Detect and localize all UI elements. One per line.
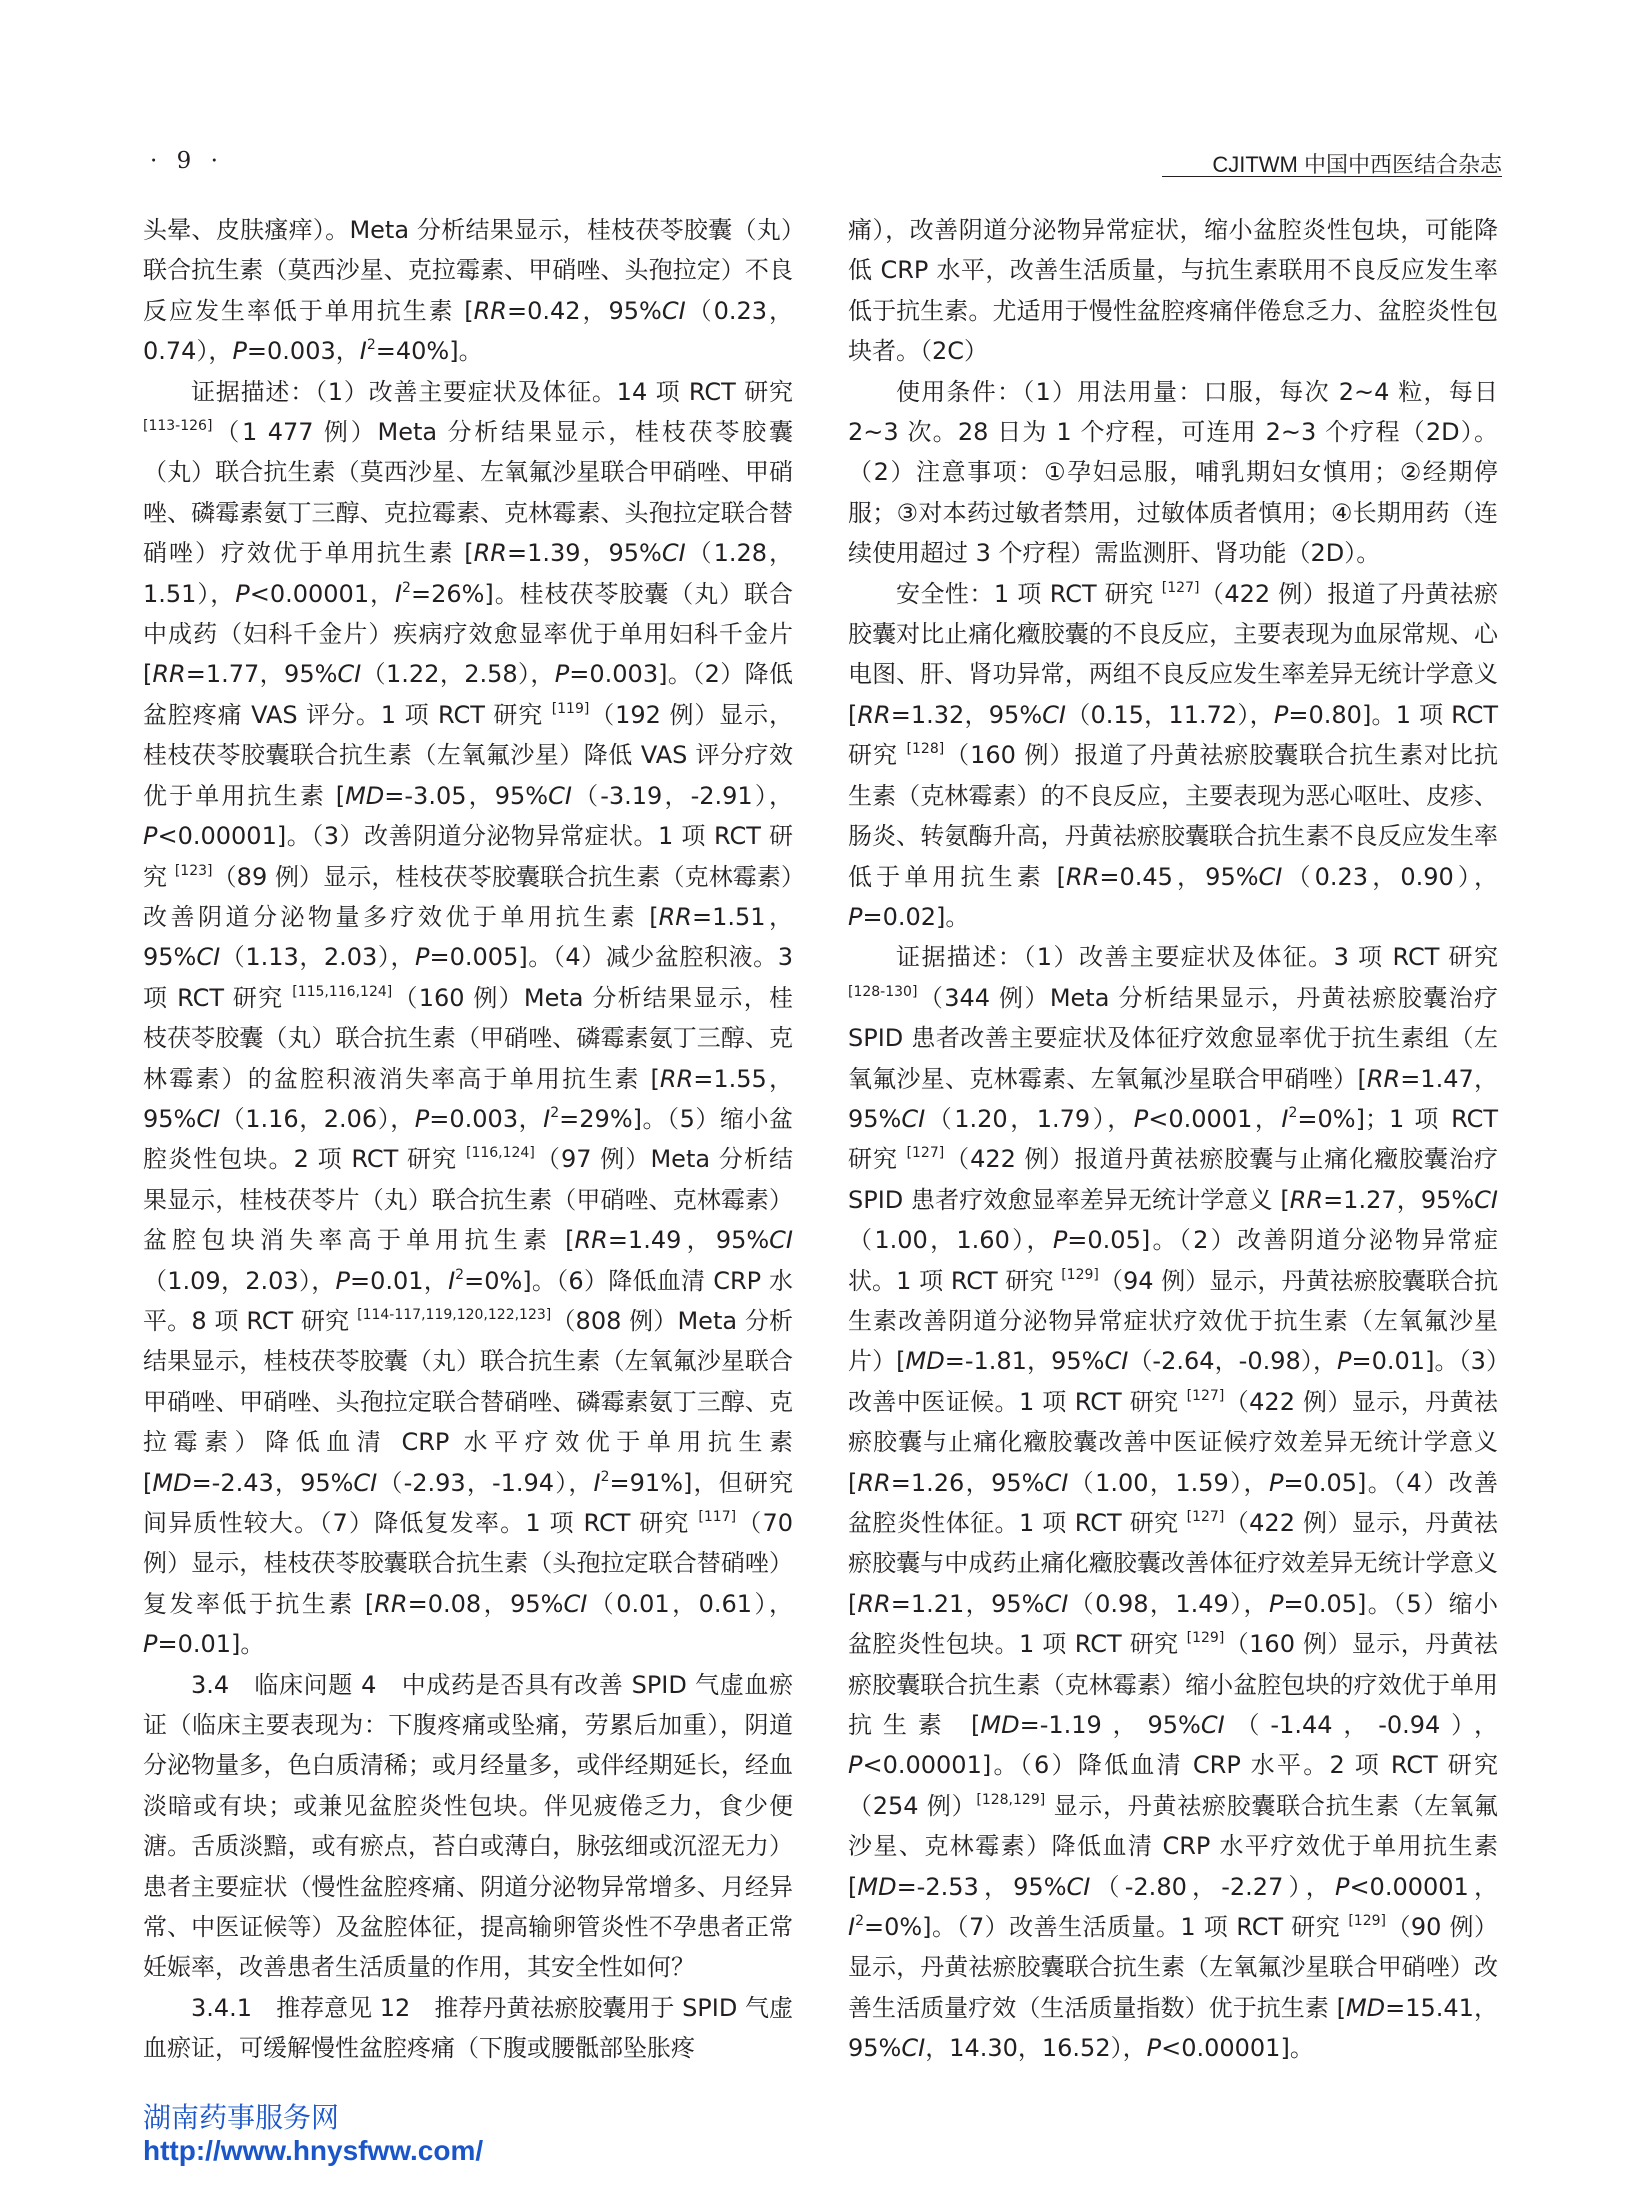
text-run: 使用条件：（1）用法用量：口服，每次 2~4 粒，每日 2~3 次。28 日为 1 个疗程，可连用 2~3 个疗程（2D）。（2）注意事项：①孕妇忌服，哺乳期妇女慎用；②经期停服；③对本药过敏者禁用，过敏体质者慎用；④长期用药（连续使用超过 3 个疗程）需监测肝、肾功能（2D）。 [848,377,1498,568]
paragraph [848,937,1498,2068]
text-run: 安全性：1 项 RCT 研究 [896,579,1162,608]
text-run: =0.45，95% [1099,862,1259,891]
text-run: =1.32，95% [890,700,1043,729]
text-run: =0.02]。 [862,902,970,931]
superscript: [117] [698,1509,737,1525]
text-run: （0.23，0.90）， [1282,862,1499,891]
paragraph [143,210,793,372]
italic-symbol: P [1268,1468,1284,1497]
italic-symbol: P [143,822,158,851]
italic-symbol: RR [374,1589,408,1618]
text-run: （160 例）显示，丹黄祛瘀胶囊联合抗生素（克林霉素）缩小盆腔包块的疗效优于单用抗生素 [ [848,1630,1499,1740]
italic-symbol: P [414,1104,430,1133]
italic-symbol: RR [659,1064,694,1093]
text-run: 证据描述：（1）改善主要症状及体征。14 项 RCT 研究 [191,377,793,406]
superscript: [127] [1186,1509,1225,1525]
text-run: =0.42，95% [506,296,662,325]
italic-symbol: P [1133,1104,1149,1133]
text-run: =0.003， [246,337,360,366]
superscript: 2 [1288,1104,1298,1121]
italic-symbol: I [448,1266,456,1295]
italic-symbol: CI [901,1104,926,1133]
text-run: （89 例）显示，桂枝茯苓胶囊联合抗生素（克林霉素）改善阴道分泌物量多疗效优于单用抗生素 [ [143,862,793,931]
italic-symbol: I [394,579,403,608]
text-run: （1.00，1.59）， [1068,1468,1269,1497]
italic-symbol: P [1052,1226,1068,1255]
text-run: =1.26，95% [890,1468,1045,1497]
text-run: 头晕、皮肤瘙痒）。Meta 分析结果显示，桂枝茯苓胶囊（丸）联合抗生素（莫西沙星、克拉霉素、甲硝唑、头孢拉定）不良反应发生率低于单用抗生素 [ [143,216,793,325]
left-text-column [143,210,793,2069]
text-run: =1.49，95% [607,1226,770,1255]
text-run: （97 例）Meta 分析结果显示，桂枝茯苓片（丸）联合抗生素（甲硝唑、克林霉素）盆腔包块消失率高于单用抗生素 [ [143,1145,793,1255]
italic-symbol: RR [152,660,186,689]
italic-symbol: RR [473,296,507,325]
text-run: =1.39，95% [506,539,662,568]
text-run: （70 例）显示，桂枝茯苓胶囊联合抗生素（头孢拉定联合替硝唑）复发率低于抗生素 [ [143,1509,794,1618]
text-run: （-2.80，-2.27）， [1090,1872,1335,1901]
text-run: =0%]；1 项 RCT 研究 [848,1104,1498,1174]
text-run: （1.00，1.60）， [848,1226,1053,1255]
italic-symbol: CI [661,539,686,568]
text-run: （-2.64，-0.98）， [1128,1347,1338,1376]
text-run: （1.16，2.06）， [220,1104,415,1133]
italic-symbol: I [848,1913,856,1942]
italic-symbol: RR [1289,1185,1324,1214]
text-run: （422 例）显示，丹黄祛瘀胶囊与中成药止痛化癥胶囊改善体征疗效差异无统计学意义 [ [848,1509,1499,1618]
text-run: =0%]。（6）降低血清 CRP 水平。8 项 RCT 研究 [143,1266,794,1335]
text-run: （1 477 例）Meta 分析结果显示，桂枝茯苓胶囊（丸）联合抗生素（莫西沙星、左氧氟沙星联合甲硝唑、甲硝唑、磷霉素氨丁三醇、克拉霉素、克林霉素、头孢拉定联合替硝唑）疗效优于单用抗生素 [ [143,418,793,568]
text-run: =0.08，95% [407,1589,564,1618]
text-run: 3.4.1 推荐意见 12 推荐丹黄祛瘀胶囊用于 SPID 气虚血瘀证，可缓解慢性盆腔疼痛（下腹或腰骶部坠胀疼 [143,1993,793,2063]
text-run: =0.80]。1 项 RCT 研究 [848,700,1498,770]
italic-symbol: MD [905,1347,945,1376]
italic-symbol: MD [980,1711,1020,1740]
italic-symbol: CI [1044,1468,1069,1497]
superscript: [119] [551,700,590,717]
italic-symbol: CI [196,943,221,972]
italic-symbol: RR [857,700,891,729]
text-run: <0.00001， [1349,1872,1498,1901]
superscript: [129] [1061,1266,1099,1283]
superscript: 2 [550,1104,560,1121]
italic-symbol: CI [1066,1872,1091,1901]
text-run: =40%]。 [375,337,483,366]
text-run: =0.003， [429,1104,544,1133]
italic-symbol: MD [1345,1993,1386,2022]
text-run: （-2.93，-1.94）， [377,1468,594,1497]
italic-symbol: RR [658,902,692,931]
italic-symbol: P [335,1266,350,1295]
italic-symbol: I [593,1468,601,1497]
text-run: （160 例）报道了丹黄祛瘀胶囊联合抗生素对比抗生素（克林霉素）的不良反应，主要表现为恶心呕吐、皮疹、肠炎、转氨酶升高，丹黄祛瘀胶囊联合抗生素不良反应发生率低于单用抗生素 [ [848,741,1498,891]
superscript: 2 [600,1468,610,1485]
italic-symbol: CI [1104,1347,1129,1376]
superscript: 2 [855,1913,864,1930]
superscript: [129] [1348,1913,1386,1930]
text-run: =-1.81，95% [944,1347,1105,1376]
superscript: [128] [906,741,945,758]
text-run: （808 例）Meta 分析结果显示，桂枝茯苓胶囊（丸）联合抗生素（左氧氟沙星联合甲硝唑、甲硝唑、头孢拉定联合替硝唑、磷霉素氨丁三醇、克拉霉素）降低血清 CRP 水平疗效优于单用抗生素 [ [143,1306,794,1497]
text-run: 痛），改善阴道分泌物异常症状，缩小盆腔炎性包块，可能降低 CRP 水平，改善生活质量，与抗生素联用不良反应发生率低于抗生素。尤适用于慢性盆腔疼痛伴倦怠乏力、盆腔炎性包块者。（2C） [848,216,1498,366]
italic-symbol: RR [1066,862,1100,891]
text-run: 显示，丹黄祛瘀胶囊联合抗生素（左氧氟沙星、克林霉素）降低血清 CRP 水平疗效优于单用抗生素 [ [848,1791,1498,1901]
superscript: 2 [402,579,411,596]
italic-symbol: P [848,1751,863,1780]
text-run: =0.05]。（4）改善盆腔炎性体征。1 项 RCT 研究 [848,1468,1499,1537]
superscript: 2 [366,337,376,354]
text-run: 证据描述：（1）改善主要症状及体征。3 项 RCT 研究 [896,943,1498,972]
superscript: [113-126] [143,418,213,435]
superscript: [129] [1186,1630,1225,1647]
paragraph [143,1988,793,2069]
text-run: =1.55，95% [143,1064,793,1133]
text-run: <0.00001]。（3）改善阴道分泌物异常症状。1 项 RCT 研究 [143,822,793,891]
superscript: [127] [1161,579,1200,596]
text-run: =-2.43，95% [191,1468,354,1497]
text-run: （94 例）显示，丹黄祛瘀胶囊联合抗生素改善阴道分泌物异常症状疗效优于抗生素（左氧氟沙星片）[ [848,1266,1498,1376]
italic-symbol: CI [353,1468,378,1497]
text-run: =0.01]。 [157,1630,265,1659]
superscript: 2 [455,1266,465,1283]
italic-symbol: RR [473,539,507,568]
paragraph [848,210,1498,372]
text-run: =26%]。桂枝茯苓胶囊（丸）联合中成药（妇科千金片）疾病疗效愈显率优于单用妇科千金片 [ [143,579,794,689]
watermark-site-name: 湖南药事服务网 [143,2101,340,2134]
superscript: [114-117,119,120,122,123] [357,1306,552,1323]
superscript: [127] [906,1145,945,1162]
superscript: [116,124] [465,1145,535,1162]
italic-symbol: MD [152,1468,192,1497]
text-run: ，14.30，16.52）， [925,2034,1147,2063]
italic-symbol: CI [769,1226,794,1255]
italic-symbol: CI [1200,1711,1225,1740]
text-run: 3.4 临床问题 4 中成药是否具有改善 SPID 气虚血瘀证（临床主要表现为：下腹疼痛或坠痛，劳累后加重），阴道分泌物量多，色白质清稀；或月经量多，或伴经期延长，经血淡暗或有块；或兼见盆腔炎性包块。伴见疲倦乏力，食少便溏。舌质淡黯，或有瘀点，苔白或薄白，脉弦细或沉涩无力）患者主要症状（慢性盆腔疼痛、阴道分泌物异常增多、月经异常、中医证候等）及盆腔体征，提高输卵管炎性不孕患者正常妊娠率，改善患者生活质量的作用，其安全性如何？ [143,1670,793,1982]
text-run: =15.41，95% [848,1993,1498,2063]
text-run: =0.05]。（2）改善阴道分泌物异常症状。1 项 RCT 研究 [848,1226,1498,1295]
italic-symbol: I [1281,1104,1289,1133]
italic-symbol: P [1337,1347,1352,1376]
italic-symbol: I [359,337,367,366]
italic-symbol: RR [857,1589,891,1618]
superscript: [115,116,124] [292,983,393,1000]
text-run: （0.01，0.61）， [587,1589,794,1618]
paragraph [848,574,1498,938]
text-run: =-1.19，95% [1019,1711,1201,1740]
text-run: （160 例）Meta 分析结果显示，桂枝茯苓胶囊（丸）联合抗生素（甲硝唑、磷霉素氨丁三醇、克林霉素）的盆腔积液消失率高于单用抗生素 [ [143,983,794,1093]
italic-symbol: P [554,660,570,689]
italic-symbol: RR [857,1468,891,1497]
italic-symbol: P [232,337,247,366]
italic-symbol: P [1146,2034,1162,2063]
italic-symbol: RR [574,1226,608,1255]
text-run: （-1.44，-0.94）， [1224,1711,1498,1740]
text-run: =0.01]。（3）改善中医证候。1 项 RCT 研究 [848,1347,1499,1416]
italic-symbol: P [1273,700,1289,729]
text-run: =1.77，95% [185,660,338,689]
text-run: =1.47，95% [848,1064,1498,1133]
superscript: [128-130] [848,983,918,1000]
italic-symbol: MD [857,1872,897,1901]
text-run: =-3.05，95% [384,781,549,810]
text-run: （344 例）Meta 分析结果显示，丹黄祛瘀胶囊治疗 SPID 患者改善主要症状及体征疗效愈显率优于抗生素组（左氧氟沙星、克林霉素、左氧氟沙星联合甲硝唑）[ [848,983,1498,1093]
paragraph [143,1665,793,1988]
italic-symbol: CI [548,781,572,810]
text-run: =0.005]。（4）减少盆腔积液。3 项 RCT 研究 [143,943,794,1012]
text-run: =0.01， [349,1266,449,1295]
italic-symbol: RR [1366,1064,1401,1093]
text-run: =-2.53，95% [896,1872,1067,1901]
text-run: <0.00001]。 [1161,2034,1314,2063]
italic-symbol: CI [1042,700,1066,729]
text-run: （1.13，2.03）， [220,943,416,972]
paragraph [143,372,793,1665]
text-run: =0.003]。（2）降低盆腔疼痛 VAS 评分。1 项 RCT 研究 [143,660,794,729]
italic-symbol: MD [345,781,385,810]
superscript: [128,129] [976,1791,1046,1808]
italic-symbol: P [143,1630,158,1659]
paragraph [848,372,1498,574]
text-run: （-3.19，-2.91）， [571,781,793,810]
journal-title: CJITWM 中国中西医结合杂志 [1212,152,1502,177]
italic-symbol: P [1334,1872,1350,1901]
text-run: （1.20，1.79）， [925,1104,1134,1133]
superscript: [123] [174,862,213,879]
italic-symbol: CI [1474,1185,1499,1214]
text-run: =0%]。（7）改善生活质量。1 项 RCT 研究 [864,1913,1349,1942]
text-run: （1.22，2.58）， [361,660,555,689]
text-run: （192 例）显示，桂枝茯苓胶囊联合抗生素（左氧氟沙星）降低 VAS 评分疗效优于单用抗生素 [ [143,700,793,810]
page-number: · 9 · [150,148,224,174]
text-run: <0.00001]。（6）降低血清 CRP 水平。2 项 RCT 研究（254 例） [848,1751,1498,1820]
text-run: （0.98，1.49）， [1068,1589,1269,1618]
text-run: =1.27，95% [1323,1185,1475,1214]
text-run: （422 例）显示，丹黄祛瘀胶囊与止痛化癥胶囊改善中医证候疗效差异无统计学意义 [ [848,1387,1499,1497]
italic-symbol: P [235,579,250,608]
text-run: （90 例）显示，丹黄祛瘀胶囊联合抗生素（左氧氟沙星联合甲硝唑）改善生活质量疗效（生活质量指数）优于抗生素 [ [848,1913,1499,2022]
superscript: [127] [1186,1387,1225,1404]
text-run: =29%]。（5）缩小盆腔炎性包块。2 项 RCT 研究 [143,1104,793,1174]
italic-symbol: CI [337,660,362,689]
text-run: =0.05]。（5）缩小盆腔炎性包块。1 项 RCT 研究 [848,1589,1499,1659]
text-run: <0.0001， [1148,1104,1282,1133]
italic-symbol: CI [661,296,686,325]
text-run: =1.51，95% [143,902,794,972]
right-text-column [848,210,1498,2069]
italic-symbol: CI [1044,1589,1069,1618]
text-run: （1.09，2.03）， [143,1266,336,1295]
text-run: （0.15，11.72）， [1065,700,1274,729]
italic-symbol: CI [1258,862,1283,891]
text-run: <0.00001， [249,579,395,608]
italic-symbol: P [1268,1589,1284,1618]
text-run: =91%]，但研究间异质性较大。（7）降低复发率。1 项 RCT 研究 [143,1468,793,1537]
italic-symbol: CI [901,2034,926,2063]
italic-symbol: CI [196,1104,221,1133]
watermark-url: http://www.hnysfww.com/ [143,2135,484,2166]
text-run: （0.23，0.74）， [143,296,794,366]
text-run: =1.21，95% [890,1589,1045,1618]
header-rule [1162,176,1502,177]
italic-symbol: P [415,943,430,972]
text-run: （422 例）报道丹黄祛瘀胶囊与止痛化癥胶囊治疗 SPID 患者疗效愈显率差异无统计学意义 [ [848,1145,1498,1214]
italic-symbol: CI [563,1589,588,1618]
italic-symbol: I [543,1104,551,1133]
italic-symbol: P [848,902,863,931]
text-run: （1.28，1.51）， [143,539,794,608]
text-run: （422 例）报道了丹黄祛瘀胶囊对比止痛化癥胶囊的不良反应，主要表现为血尿常规、心电图、肝、肾功异常，两组不良反应发生率差异无统计学意义 [ [848,579,1498,729]
